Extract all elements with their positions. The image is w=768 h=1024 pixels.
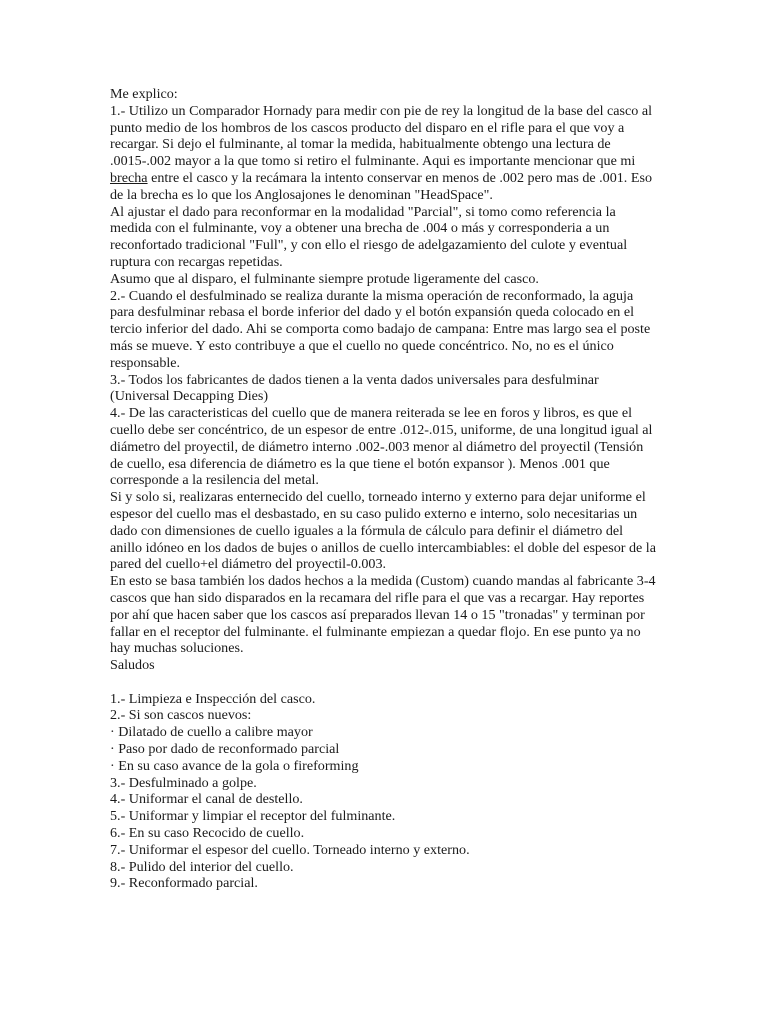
list-item: 7.- Uniformar el espesor del cuello. Torneado interno y externo.	[110, 841, 470, 858]
list-item: 6.- En su caso Recocido de cuello.	[110, 825, 305, 842]
closing-line: Saludos	[110, 657, 155, 674]
paragraph-1-text-a: 1.- Utilizo un Comparador Hornady para medir con pie de rey la longitud de la base del casco al punto medio de los hombros de los cascos producto del disparo en el rifle para el que voy a recargar. Si dejo el fulminante, al tomar la medida, habitualmente obtengo una lectura de .0015-.002 mayor a la que tomo si retiro el fulminante. Aqui es importante mencionar que mi	[110, 102, 653, 170]
list-item: 1.- Limpieza e Inspección del casco.	[110, 690, 316, 707]
list-item: 4.- Uniformar el canal de destello.	[110, 791, 303, 808]
list-item: · Dilatado de cuello a calibre mayor	[110, 724, 313, 741]
paragraph-1-text-b: entre el casco y la recámara la intento conservar en menos de .002 pero mas de .001. Eso de la brecha es lo que los Anglosajones le denominan "HeadSpace".	[110, 169, 652, 203]
paragraph-6: 4.- De las caracteristicas del cuello que de manera reiterada se lee en foros y libros, es que el cuello debe ser concéntrico, de un espesor de entre .012-.015, uniforme, de una longitud igual al diámetro del proyectil, de diámetro interno .002-.003 menor al diámetro del proyectil (Tensión de cuello, esa diferencia de diámetro es la que tiene el botón expansor ). Menos .001 que corresponde a la resilencia del metal.	[110, 405, 653, 489]
list-item: 2.- Si son cascos nuevos:	[110, 707, 252, 724]
paragraph-3: Asumo que al disparo, el fulminante siempre protude ligeramente del casco.	[110, 270, 539, 287]
list-item: 8.- Pulido del interior del cuello.	[110, 858, 294, 875]
intro-line: Me explico:	[110, 86, 178, 102]
list-item: · Paso por dado de reconformado parcial	[110, 741, 340, 758]
paragraph-8: En esto se basa también los dados hechos a la medida (Custom) cuando mandas al fabricante 3-4 cascos que han sido disparados en la recamara del rifle para el que vas a recargar. Hay reportes por ahí que hacen saber que los cascos así preparados llevan 14 o 15 "tronadas" y terminan por fallar en el receptor del fulminante. el fulminante empiezan a quedar flojo. En ese punto ya no hay muchas soluciones.	[110, 573, 656, 657]
blank-line	[110, 674, 658, 691]
list-item: 5.- Uniformar y limpiar el receptor del fulminante.	[110, 808, 396, 825]
list-item: · En su caso avance de la gola o fireforming	[110, 757, 359, 774]
document-body	[110, 86, 658, 892]
paragraph-2: Al ajustar el dado para reconformar en la modalidad "Parcial", si tomo como referencia la medida con el fulminante, voy a obtener una brecha de .004 o más y corresponderia a un reconfortado tradicional "Full", y con ello el riesgo de adelgazamiento del culote y eventual ruptura con recargas repetidas.	[110, 203, 628, 270]
list-item: 9.- Reconformado parcial.	[110, 875, 258, 892]
brecha-underlined-word: brecha	[110, 169, 148, 186]
paragraph-5: 3.- Todos los fabricantes de dados tienen a la venta dados universales para desfulminar (Universal Decapping Dies)	[110, 371, 599, 405]
paragraph-7: Si y solo si, realizaras enternecido del cuello, torneado interno y externo para dejar uniforme el espesor del cuello mas el desbastado, en su caso pulido externo e interno, solo necesitarias un dado con dimensiones de cuello iguales a la fórmula de cálculo para definir el diámetro del anillo idóneo en los dados de bujes o anillos de cuello intercambiables: el doble del espesor de la pared del cuello+el diámetro del proyectil-0.003.	[110, 489, 656, 573]
list-item: 3.- Desfulminado a golpe.	[110, 774, 257, 791]
steps-list	[110, 691, 658, 893]
paragraph-1	[110, 103, 658, 204]
paragraph-4: 2.- Cuando el desfulminado se realiza durante la misma operación de reconformado, la aguja para desfulminar rebasa el borde inferior del dado y el botón expansión queda colocado en el tercio inferior del dado. Ahi se comporta como badajo de campana: Entre mas largo sea el poste más se mueve. Y esto contribuye a que el cuello no quede concéntrico. No, no es el único responsable.	[110, 287, 651, 371]
